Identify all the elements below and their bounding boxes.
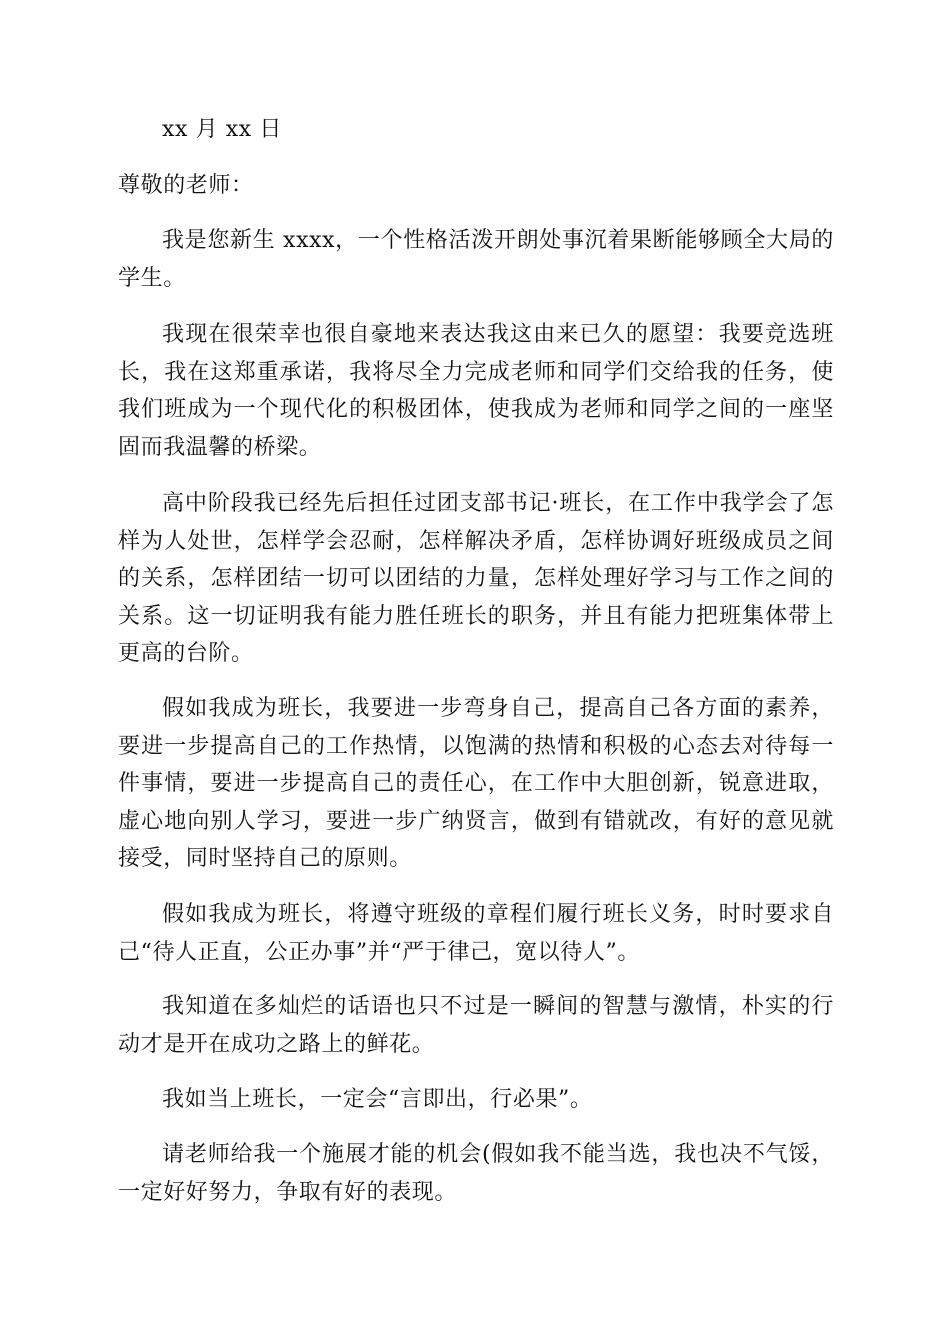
paragraph-4: 假如我成为班长，我要进一步弯身自己，提高自己各方面的素养，要进一步提高自己的工作热情，以饱满的热情和积极的心态去对待每一件事情，要进一步提高自己的责任心，在工作中大胆创新，锐意进取，虚心地向别人学习，要进一步广纳贤言，做到有错就改，有好的意见就接受，同时坚持自己的原则。 <box>118 696 834 871</box>
letter-salutation: 尊敬的老师： <box>118 173 254 198</box>
paragraph-5: 假如我成为班长，将遵守班级的章程们履行班长义务，时时要求自己“待人正直，公正办事”并“严于律己，宽以待人”。 <box>118 902 834 965</box>
paragraph-7: 我如当上班长，一定会“言即出，行必果”。 <box>162 1087 593 1112</box>
paragraph-6: 我知道在多灿烂的话语也只不过是一瞬间的智慧与激情，朴实的行动才是开在成功之路上的鲜花。 <box>118 994 834 1057</box>
paragraph-1: 我是您新生 xxxx，一个性格活泼开朗处事沉着果断能够顾全大局的学生。 <box>118 228 834 291</box>
paragraph-3: 高中阶段我已经先后担任过团支部书记·班长，在工作中我学会了怎样为人处世，怎样学会忍耐，怎样解决矛盾，怎样协调好班级成员之间的关系，怎样团结一切可以团结的力量，怎样处理好学习与工作之间的关系。这一切证明我有能力胜任班长的职务，并且有能力把班集体带上更高的台阶。 <box>118 491 834 666</box>
paragraph-2: 我现在很荣幸也很自豪地来表达我这由来已久的愿望：我要竞选班长，我在这郑重承诺，我将尽全力完成老师和同学们交给我的任务，使我们班成为一个现代化的积极团体，使我成为老师和同学之间的一座坚固而我温馨的桥梁。 <box>118 322 834 460</box>
letter-date: xx 月 xx 日 <box>162 117 283 142</box>
paragraph-8: 请老师给我一个施展才能的机会(假如我不能当选，我也决不气馁，一定好好努力，争取有好的表现。 <box>118 1142 834 1205</box>
